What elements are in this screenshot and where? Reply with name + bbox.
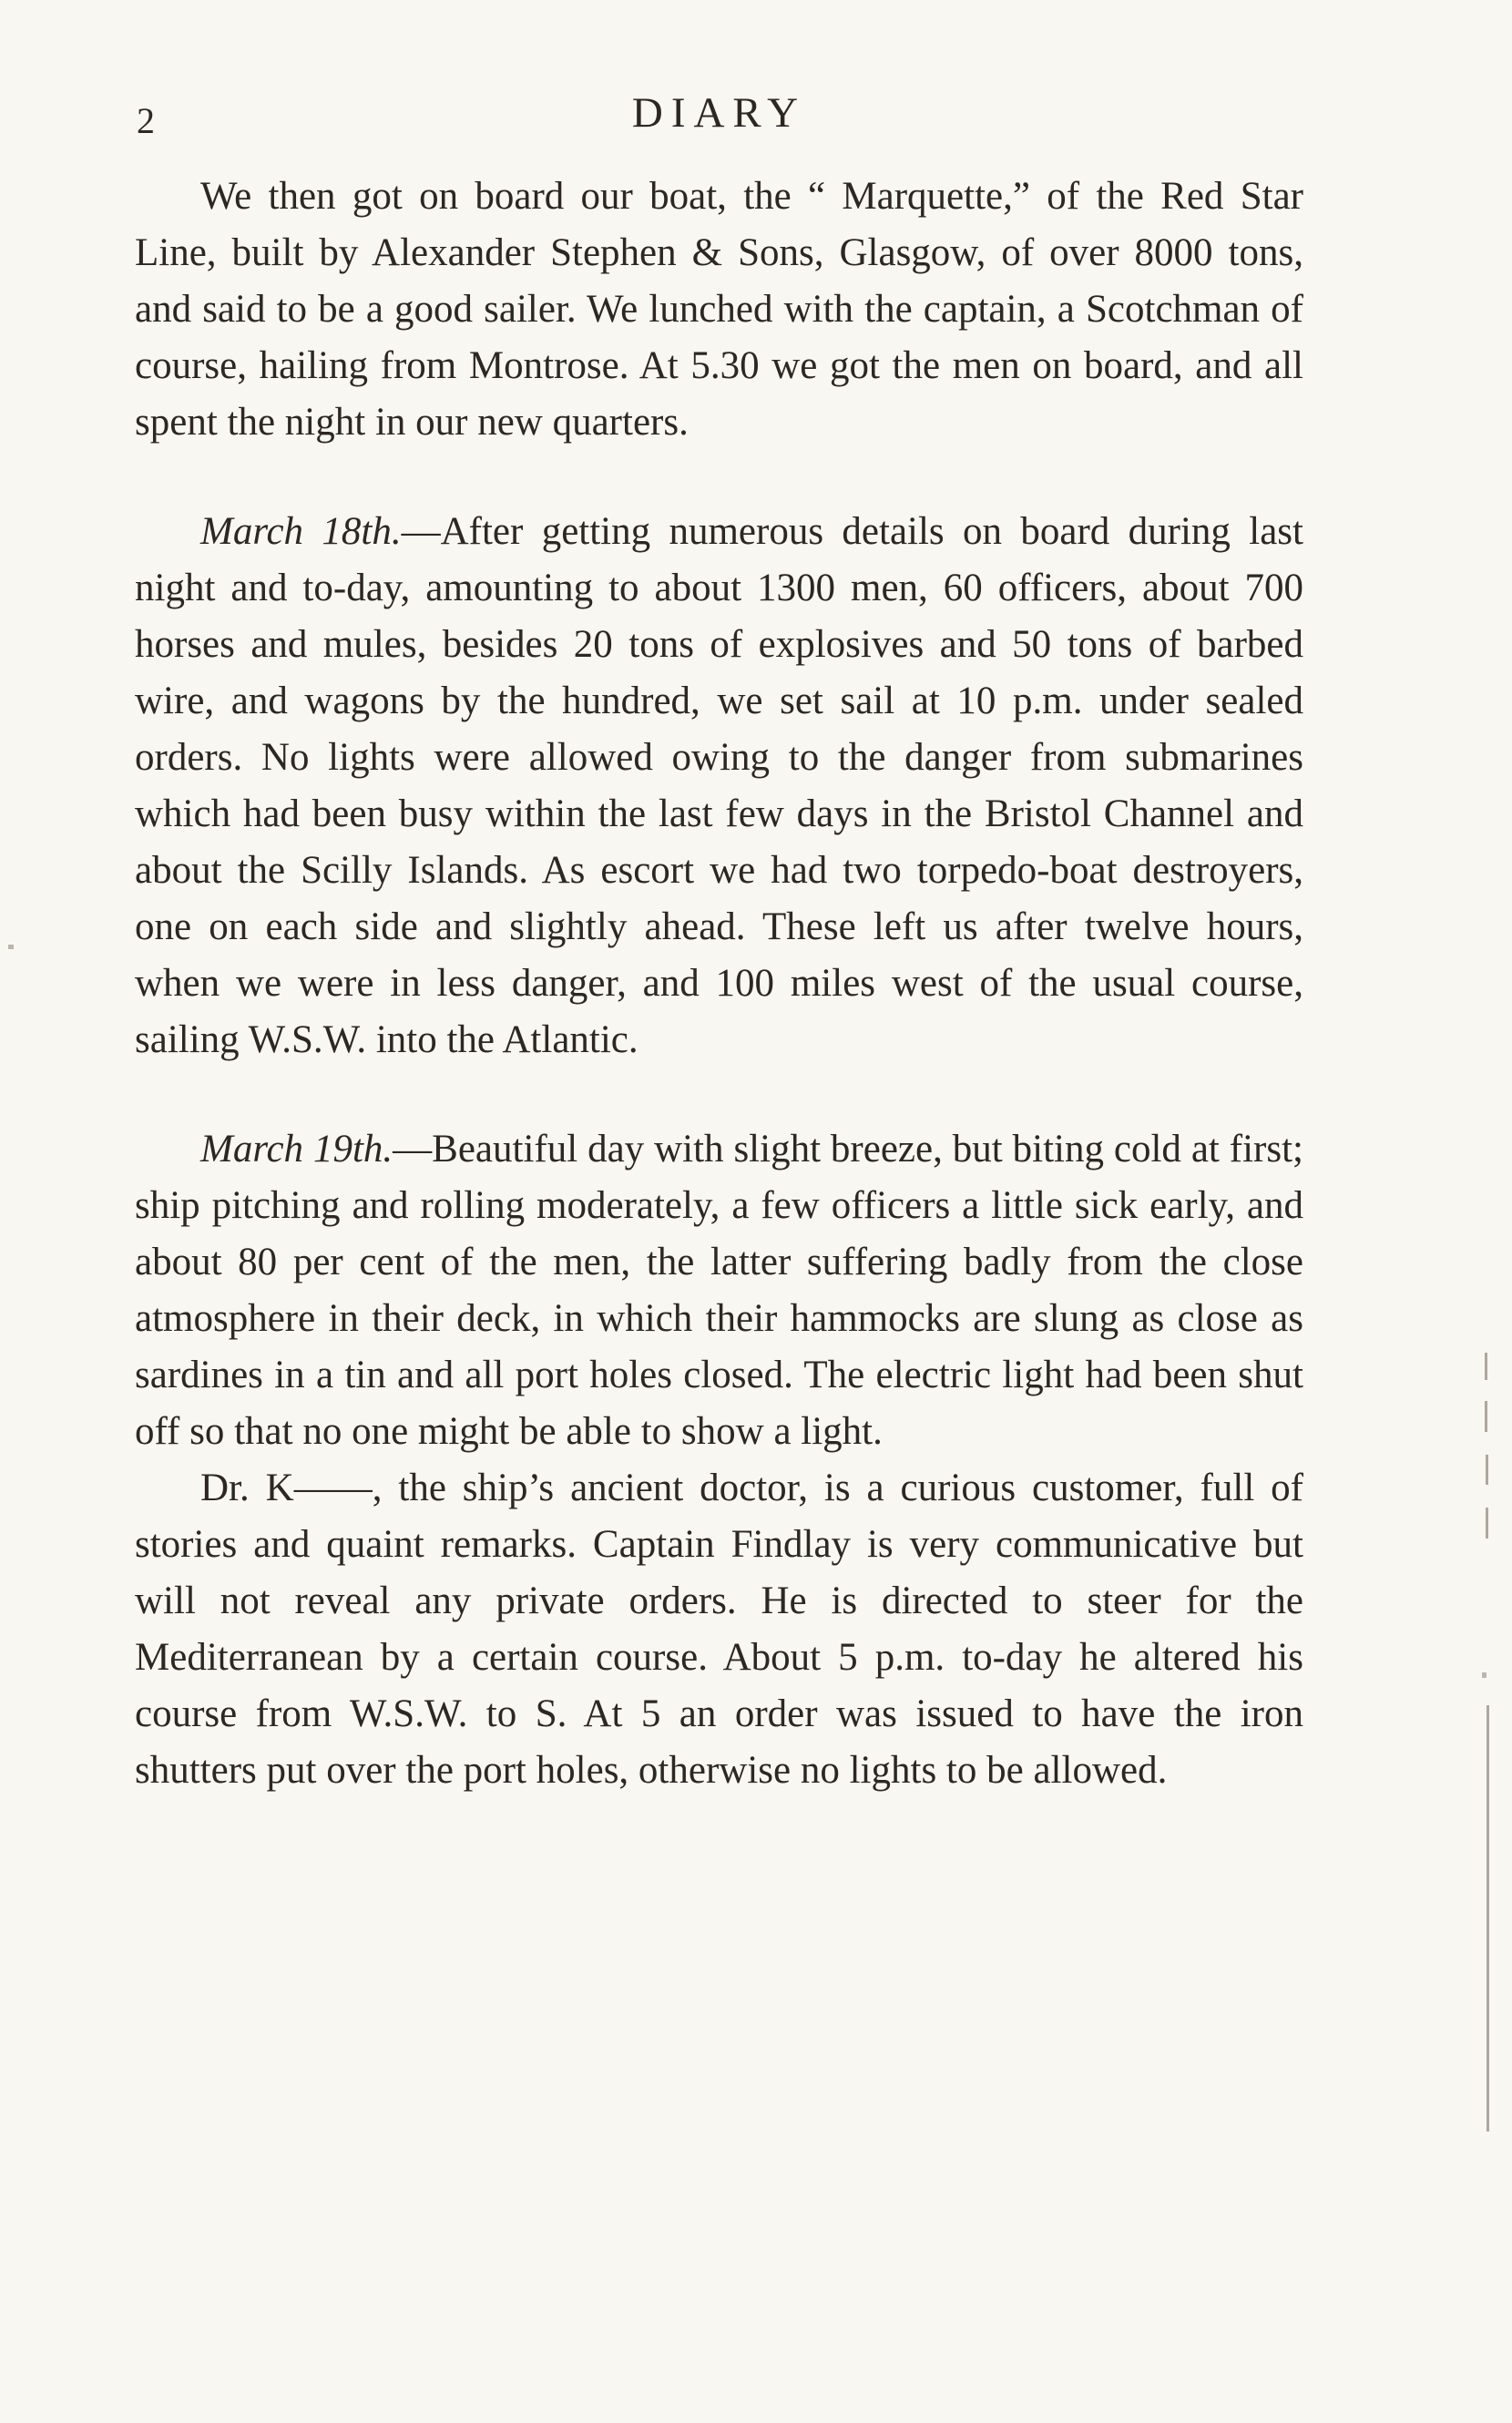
scan-artifact [1485,1401,1487,1432]
scan-artifact [1482,1672,1486,1678]
diary-entry-march-19 [135,1121,1303,1460]
paragraph-text: We then got on board our boat, the “ Marquette,” of the Red Star Line, built by Alexander Stephen & Sons, Glasgow, of over 8000 tons, and said to be a good sailer. We lunched with the captain, a Scotchman of course, hailing from Montrose. At 5.30 we got the men on board, and all spent the night in our new quarters. [135,175,1303,444]
page-title: DIARY [631,89,807,137]
paragraph-text: —After getting numerous details on board during last night and to-day, amounting to about 1300 men, 60 officers, about 700 horses and mules, besides 20 tons of explosives and 50 tons of barbed wire, and wagons by the hundred, we set sail at 10 p.m. under sealed orders. No lights were allowed owing to the danger from submarines which had been busy within the last few days in the Bristol Channel and about the Scilly Islands. As escort we had two torpedo-boat destroyers, one on each side and slightly ahead. These left us after twelve hours, when we were in less danger, and 100 miles west of the usual course, sailing W.S.W. into the Atlantic. [135,510,1303,1061]
scan-artifact [1486,1705,1489,2132]
paragraph-intro [135,169,1303,451]
scan-artifact [1486,1455,1488,1485]
entry-date: March 18th. [200,510,402,553]
paragraph-text: —Beautiful day with slight breeze, but biting cold at first; ship pitching and rolling moderately, a few officers a little sick early, and about 80 per cent of the men, the latter suffering badly from the close atmosphere in their deck, in which their hammocks are slung as close as sardines in a tin and all port holes closed. The electric light had been shut off so that no one might be able to show a light. [135,1128,1303,1453]
diary-entry-march-18 [135,504,1303,1068]
scan-artifact [8,945,14,949]
page-content [135,87,1303,1799]
paragraph-text: Dr. K——, the ship’s ancient doctor, is a curious customer, full of stories and quaint remarks. Captain Findlay is very communicative but will not reveal any private orders. He is directed to steer for the Mediterranean by a certain course. About 5 p.m. to-day he altered his course from W.S.W. to S. At 5 an order was issued to have the iron shutters put over the port holes, otherwise no lights to be allowed. [135,1467,1303,1792]
entry-date: March 19th. [200,1128,393,1171]
page-header [135,87,1303,169]
paragraph-dr-k [135,1460,1303,1799]
scan-artifact [1485,1353,1487,1380]
scan-artifact [1486,1508,1488,1539]
diary-text [135,169,1303,1799]
page-number: 2 [137,100,155,141]
